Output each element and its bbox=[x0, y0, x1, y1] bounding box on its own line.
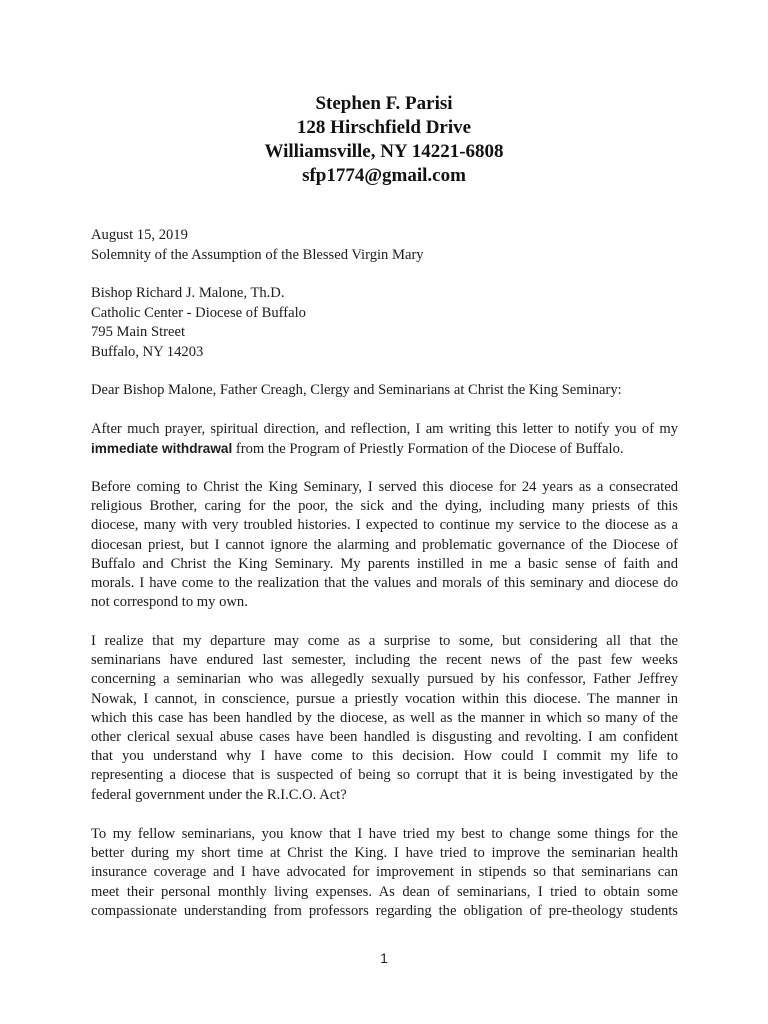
paragraph-line: not correspond to my own. bbox=[91, 594, 248, 611]
recipient-block bbox=[91, 284, 678, 362]
sender-city: Williamsville, NY 14221-6808 bbox=[264, 141, 504, 162]
page-number: 1 bbox=[380, 950, 388, 966]
paragraph-line: which this case has been handled by the diocese, as well as the manner in which so many of the bbox=[91, 709, 678, 726]
paragraph-line: religious Brother, caring for the poor, the sick and the dying, including many priests of this bbox=[91, 498, 678, 515]
paragraph-line: seminarians have endured last semester, including the recent news of the past few weeks bbox=[91, 652, 678, 669]
withdrawal-emphasis: immediate withdrawal bbox=[91, 441, 233, 457]
feast-line: Solemnity of the Assumption of the Blessed Virgin Mary bbox=[91, 246, 424, 263]
recipient-street: 795 Main Street bbox=[91, 324, 186, 340]
paragraph-line: Nowak, I cannot, in conscience, pursue a priestly vocation within this diocese. The manner in bbox=[91, 690, 678, 707]
paragraph-line: better during my short time at Christ the King. I have tried to improve the seminarian health bbox=[91, 845, 678, 862]
paragraph-line: Before coming to Christ the King Seminary, I served this diocese for 24 years as a consecrated bbox=[91, 479, 678, 495]
paragraph-withdrawal bbox=[91, 420, 678, 459]
paragraph-line: other clerical sexual abuse cases have been handled is disgusting and revolting. I am confident bbox=[91, 729, 678, 746]
sender-street: 128 Hirschfield Drive bbox=[296, 117, 472, 138]
paragraph-line bbox=[91, 439, 678, 459]
paragraph-line: concerning a seminarian who was allegedly sexually pursued by his confessor, Father Jeffrey bbox=[91, 671, 678, 688]
date-line: August 15, 2019 bbox=[91, 227, 188, 243]
paragraph-line: Buffalo and Christ the King Seminary. My parents instilled in me a basic sense of faith and bbox=[91, 555, 678, 572]
recipient-name: Bishop Richard J. Malone, Th.D. bbox=[91, 285, 285, 301]
paragraph-line: representing a diocese that is suspected of being so corrupt that it is being investigated by the bbox=[91, 767, 678, 784]
letterhead bbox=[0, 92, 768, 188]
paragraph-line: meet their personal monthly living expenses. As dean of seminarians, I tried to obtain some bbox=[91, 883, 678, 900]
paragraph-line: diocese, many with very troubled histories. I expected to continue my service to the diocese as a bbox=[91, 517, 678, 534]
salutation: Dear Bishop Malone, Father Creagh, Clergy and Seminarians at Christ the King Seminary: bbox=[91, 382, 622, 398]
paragraph-line: compassionate understanding from professors regarding the obligation of pre-theology students bbox=[91, 902, 678, 919]
paragraph-reasons bbox=[91, 632, 678, 805]
paragraph-line: To my fellow seminarians, you know that I have tried my best to change some things for the bbox=[91, 826, 678, 842]
paragraph-line: After much prayer, spiritual direction, and reflection, I am writing this letter to notify you of my bbox=[91, 421, 678, 437]
paragraph-line: federal government under the R.I.C.O. Act? bbox=[91, 786, 347, 803]
paragraph-line: morals. I have come to the realization that the values and morals of this seminary and diocese do bbox=[91, 575, 678, 592]
recipient-city: Buffalo, NY 14203 bbox=[91, 343, 204, 360]
paragraph-line: I realize that my departure may come as a surprise to some, but considering all that the bbox=[91, 633, 678, 649]
paragraph-seminarians bbox=[91, 825, 678, 921]
recipient-org: Catholic Center - Diocese of Buffalo bbox=[91, 304, 306, 321]
sender-email: sfp1774@gmail.com bbox=[302, 165, 466, 186]
paragraph-background bbox=[91, 478, 678, 612]
sender-name: Stephen F. Parisi bbox=[315, 93, 453, 114]
paragraph-line: that you understand why I have come to this decision. How could I commit my life to bbox=[91, 748, 678, 765]
paragraph-line: insurance coverage and I have advocated for improvement in stipends so that seminarians can bbox=[91, 864, 678, 881]
paragraph-line-rest: from the Program of Priestly Formation of the Diocese of Buffalo. bbox=[232, 441, 624, 458]
salutation-block bbox=[91, 381, 678, 401]
date-block bbox=[91, 226, 678, 265]
paragraph-line: diocesan priest, but I cannot ignore the alarming and problematic governance of the Diocese of bbox=[91, 536, 678, 553]
